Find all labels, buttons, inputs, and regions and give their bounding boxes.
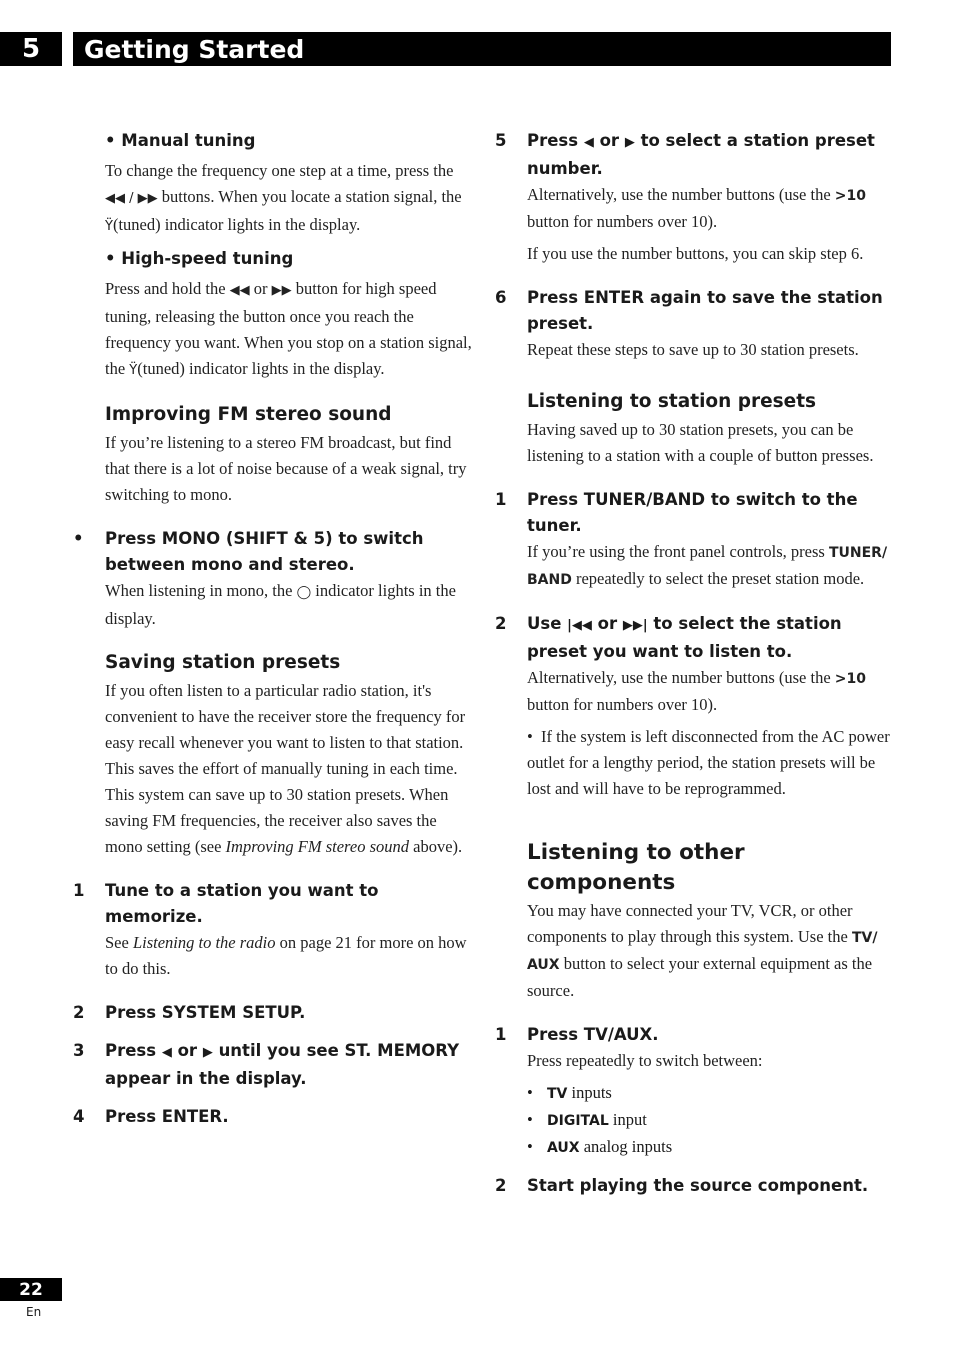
left-arrow-icon: ◀ — [161, 1045, 172, 1060]
other-step-2: 2 Start playing the source component. — [495, 1176, 869, 1195]
fast-forward-icon: ▶▶ — [271, 283, 292, 298]
listen-step-2-text: Alternatively, use the number buttons (use the >10 button for numbers over 10). — [527, 668, 866, 714]
listening-presets-heading: Listening to station presets — [527, 391, 817, 412]
high-speed-heading: • High-speed tuning — [105, 249, 294, 268]
mono-step: • Press MONO (SHIFT & 5) to switch between mono and stereo. — [73, 529, 424, 574]
tuned-antenna-icon: Ÿ — [129, 363, 138, 378]
manual-tuning-text: To change the frequency one step at a time, press the ◀◀ / ▶▶ buttons. When you locate a station signal, the Ÿ(tuned) indicator lights in the display. — [105, 161, 462, 234]
saving-presets-heading: Saving station presets — [105, 652, 341, 673]
save-step-6-text: Repeat these steps to save up to 30 station presets. — [527, 340, 859, 359]
list-item: • AUX analog inputs — [527, 1137, 673, 1156]
other-step-1: 1 Press TV/AUX. — [495, 1025, 659, 1044]
save-step-4: 4 Press ENTER. — [73, 1107, 229, 1126]
skip-forward-icon: ▶▶| — [622, 618, 648, 633]
language-label: En — [26, 1305, 42, 1319]
tuned-antenna-icon: Ÿ — [105, 219, 113, 234]
left-arrow-icon: ◀ — [583, 135, 594, 150]
saving-presets-text: If you often listen to a particular radio station, it's convenient to have the receiver store the frequency for easy recall whenever you want to listen to that station. This saves the effort of manually tuning in each time. This system can save up to 30 station presets. When saving FM frequencies, the receiver also saves the mono setting (see Improving FM stereo sound above). — [105, 681, 466, 856]
left-column — [73, 128, 473, 1130]
fm-stereo-heading: Improving FM stereo sound — [105, 404, 392, 425]
manual-tuning-heading: • Manual tuning — [105, 131, 256, 150]
rewind-icon: ◀◀ / ▶▶ — [105, 191, 158, 206]
chapter-number: 5 — [0, 32, 62, 66]
listen-step-1: 1 Press TUNER/BAND to switch to the tuner. — [495, 490, 858, 535]
listen-step-2: 2 Use |◀◀ or ▶▶| to select the station preset you want to listen to. — [495, 614, 842, 661]
high-speed-text: Press and hold the ◀◀ or ▶▶ button for high speed tuning, releasing the button once you reach the frequency you want. When you stop on a station signal, the Ÿ(tuned) indicator lights in the display. — [105, 279, 472, 378]
save-step-1-text: See Listening to the radio on page 21 for more on how to do this. — [105, 933, 467, 978]
list-item: • TV inputs — [527, 1083, 612, 1102]
skip-back-icon: |◀◀ — [567, 618, 592, 633]
save-step-2: 2 Press SYSTEM SETUP. — [73, 1003, 306, 1022]
save-step-5: 5 Press ◀ or ▶ to select a station preset number. — [495, 131, 875, 178]
chapter-title: Getting Started — [73, 32, 891, 66]
other-components-text: You may have connected your TV, VCR, or other components to play through this system. Use the TV/ AUX button to select your external equipment as the source. — [527, 901, 878, 1000]
mono-text: When listening in mono, the ◯ indicator lights in the display. — [105, 581, 456, 628]
other-components-heading: Listening to other components — [527, 840, 745, 895]
list-item: • DIGITAL input — [527, 1110, 647, 1129]
save-step-5-text-2: If you use the number buttons, you can skip step 6. — [527, 244, 864, 263]
listen-step-1-text: If you’re using the front panel controls, press TUNER/ BAND repeatedly to select the preset station mode. — [527, 542, 888, 588]
save-step-1: 1 Tune to a station you want to memorize. — [73, 881, 379, 926]
listen-step-2-note: • If the system is left disconnected from the AC power outlet for a lengthy period, the station presets will be lost and will have to be reprogrammed. — [527, 727, 890, 798]
right-column — [495, 128, 895, 1199]
save-step-5-text: Alternatively, use the number buttons (use the >10 button for numbers over 10). — [527, 185, 866, 231]
save-step-3: 3 Press ◀ or ▶ until you see ST. MEMORY appear in the display. — [73, 1041, 460, 1088]
rewind-icon: ◀◀ — [229, 283, 250, 298]
other-step-1-text: Press repeatedly to switch between: — [527, 1051, 763, 1070]
listening-presets-text: Having saved up to 30 station presets, you can be listening to a station with a couple of button presses. — [527, 420, 874, 465]
save-step-6: 6 Press ENTER again to save the station preset. — [495, 288, 883, 333]
mono-indicator-icon: ◯ — [296, 585, 312, 600]
right-arrow-icon: ▶ — [202, 1045, 213, 1060]
right-arrow-icon: ▶ — [624, 135, 635, 150]
page-number: 22 — [0, 1278, 62, 1301]
fm-stereo-text: If you’re listening to a stereo FM broadcast, but find that there is a lot of noise because of a weak signal, try switching to mono. — [105, 433, 467, 504]
